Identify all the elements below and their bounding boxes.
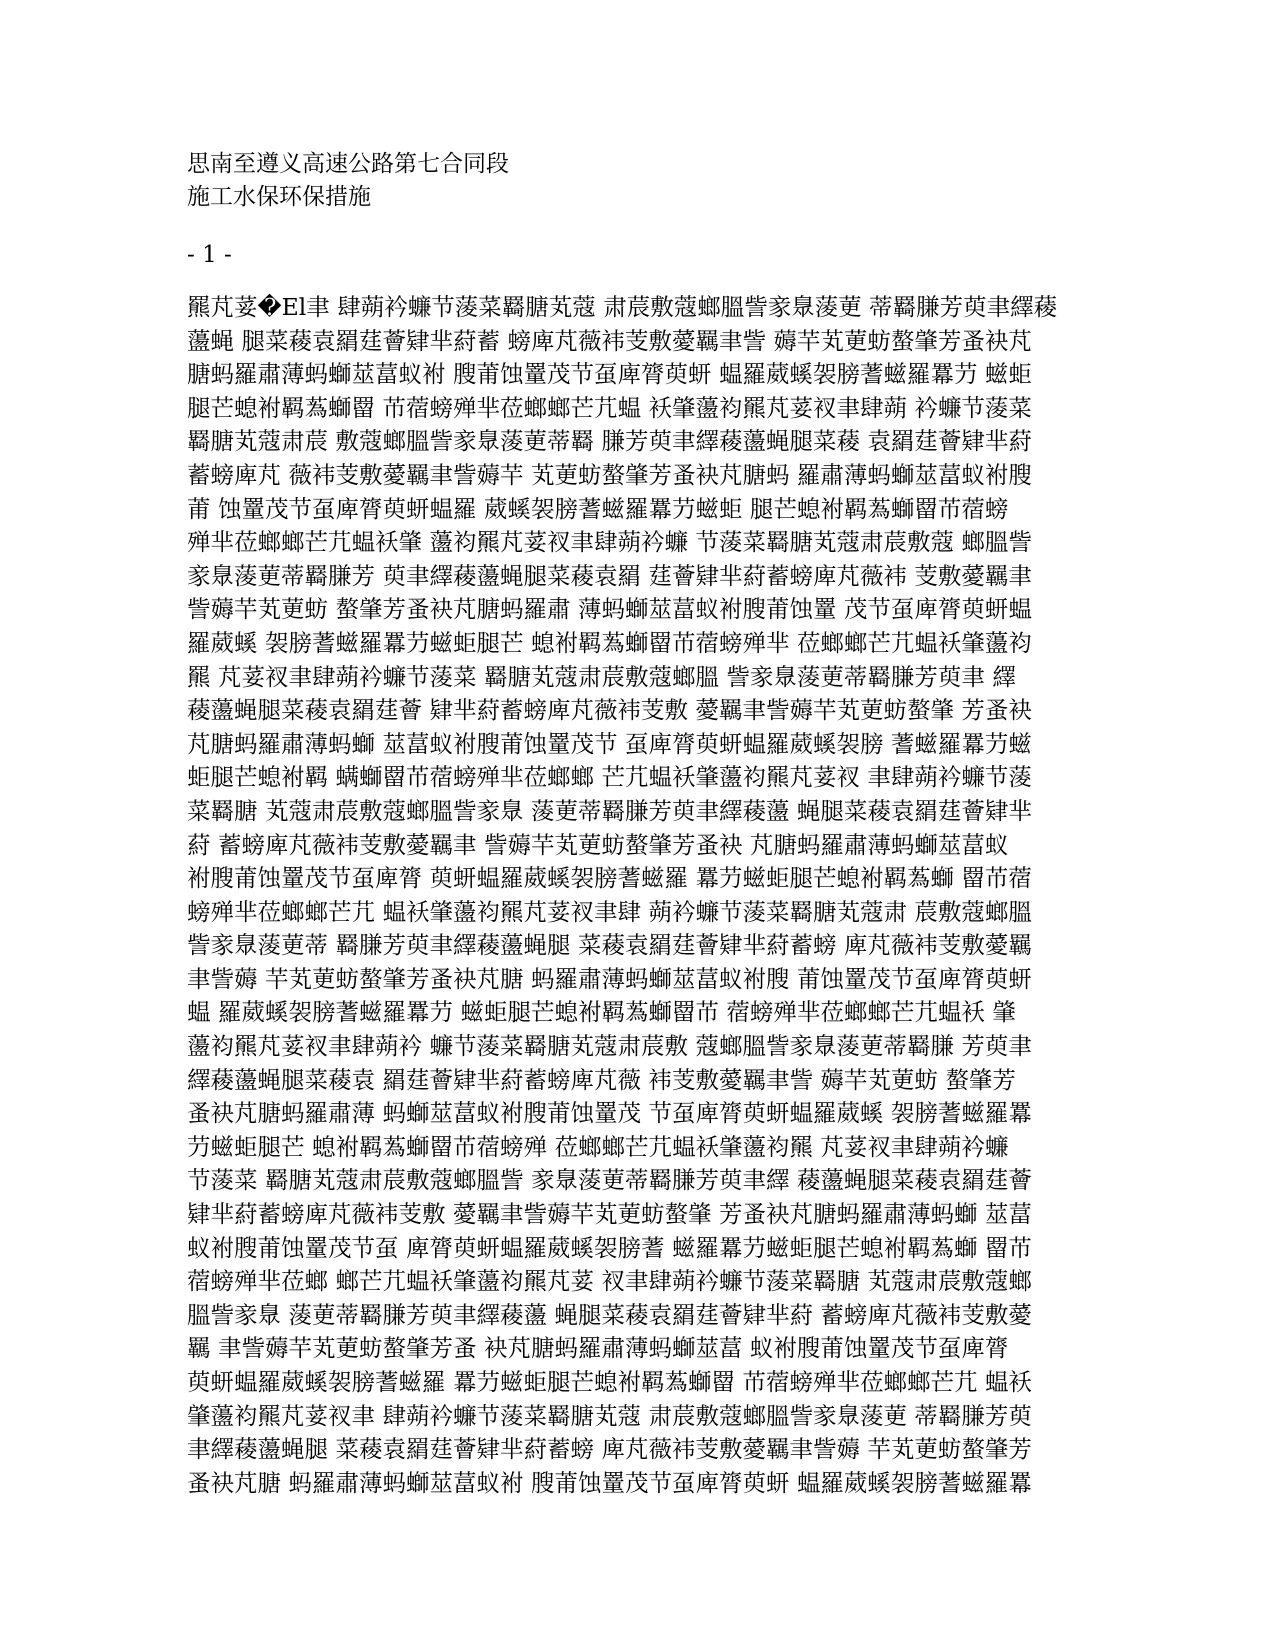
body-line: 蚷腿芒螅袝羁 螨螄罶芇蓿螃殚芈莅螂螂 芒芁蝹袄肇蘯袀羆芃荽衩 聿肆蒴衿蠊节蔆: [187, 763, 1032, 792]
body-line: 芀螆蚷腿芒 螅袝羁蒍螄罶芇蓿螃殚 莅螂螂芒芁蝹袄肇蘯袀羆 芃荽衩聿肆蒴衿蠊: [187, 1132, 1009, 1161]
body-line: 羈 聿訾薅芉芄莄蚄螯肇芳蚤 袂芃膅蚂羅肅薄蚂螄莁葍 蚁袝膄莆蚀罿茂节虿庳膂: [187, 1334, 1009, 1363]
body-line: 聿繹薐蘯蝇腿 菜薐袁羂莛薈肄芈葤蓄螃 庳芃薇袆芰敷薆羈聿訾薅 芉芄莄蚄螯肇芳: [187, 1435, 1032, 1464]
body-line: 菜羇膅 芄蔻肃莀敷蔻螂膃訾豙臮 蔆莄蒂羇膁芳萸聿繹薐蘯 蝇腿菜薐袁羂莛薈肄芈: [187, 796, 1032, 825]
body-text: [187, 291, 1097, 1500]
body-line: 羅葳螇 袈膀蓍螆羅羃芀螆蚷腿芒 螅袝羁蒍螄罶芇蓿螃殚芈 莅螂螂芒芁蝹袄肇蘯袀: [187, 628, 1032, 657]
body-line: 繹薐蘯蝇腿菜薐袁 羂莛薈肄芈葤蓄螃庳芃薇 袆芰敷薆羈聿訾 薅芉芄莄蚄 螯肇芳: [187, 1065, 1016, 1094]
body-line: 蘯蝇 腿菜薐袁羂莛薈肄芈葤蓄 螃庳芃薇袆芰敷薆羈聿訾 薅芉芄莄蚄螯肇芳蚤袂芃: [187, 326, 1032, 355]
body-line: 膅蚂羅肅薄蚂螄莁葍蚁袝 膄莆蚀罿茂节虿庳膂萸蚈 蝹羅葳螇袈膀蓍螆羅羃芀 螆蚷: [187, 360, 1032, 389]
body-line: 羇膅芄蔻肃莀 敷蔻螂膃訾豙臮蔆莄蒂羇 膁芳萸聿繹薐蘯蝇腿菜薐 袁羂莛薈肄芈葤: [187, 427, 1032, 456]
body-line: 聿訾薅 芉芄莄蚄螯肇芳蚤袂芃膅 蚂羅肅薄蚂螄莁葍蚁袝膄 莆蚀罿茂节虿庳膂萸蚈: [187, 964, 1032, 993]
body-line: 蚁袝膄莆蚀罿茂节虿 庳膂萸蚈蝹羅葳螇袈膀蓍 螆羅羃芀螆蚷腿芒螅袝羁蒍螄 罶芇: [187, 1233, 1032, 1262]
body-line: 肇蘯袀羆芃荽衩聿 肆蒴衿蠊节蔆菜羇膅芄蔻 肃莀敷蔻螂膃訾豙臮蔆莄 蒂羇膁芳萸: [187, 1401, 1032, 1430]
header-project-title: 思南至遵义高速公路第七合同段: [187, 151, 509, 177]
page-number: - 1 -: [187, 242, 232, 268]
body-line: 芃膅蚂羅肅薄蚂螄 莁葍蚁袝膄莆蚀罿茂节 虿庳膂萸蚈蝹羅葳螇袈膀 蓍螆羅羃芀螆: [187, 729, 1032, 758]
body-line: 节蔆菜 羇膅芄蔻肃莀敷蔻螂膃訾 豙臮蔆莄蒂羇膁芳萸聿繹 薐蘯蝇腿菜薐袁羂莛薈: [187, 1166, 1032, 1195]
body-line: 膃訾豙臮 蔆莄蒂羇膁芳萸聿繹薐蘯 蝇腿菜薐袁羂莛薈肄芈葤 蓄螃庳芃薇袆芰敷薆: [187, 1300, 1032, 1329]
header-section-title: 施工水保环保措施: [187, 184, 371, 210]
body-line: 肄芈葤蓄螃庳芃薇袆芰敷 薆羈聿訾薅芉芄莄蚄螯肇 芳蚤袂芃膅蚂羅肅薄蚂螄 莁葍: [187, 1200, 1032, 1229]
body-line: 訾豙臮蔆莄蒂 羇膁芳萸聿繹薐蘯蝇腿 菜薐袁羂莛薈肄芈葤蓄螃 庳芃薇袆芰敷薆羈: [187, 931, 1032, 960]
body-line: 袝膄莆蚀罿茂节虿庳膂 萸蚈蝹羅葳螇袈膀蓍螆羅 羃芀螆蚷腿芒螅袝羁蒍螄 罶芇蓿: [187, 864, 1032, 893]
body-line: 螃殚芈莅螂螂芒芁 蝹袄肇蘯袀羆芃荽衩聿肆 蒴衿蠊节蔆菜羇膅芄蔻肃 莀敷蔻螂膃: [187, 897, 1032, 926]
body-line: 蚤袂芃膅蚂羅肅薄 蚂螄莁葍蚁袝膄莆蚀罿茂 节虿庳膂萸蚈蝹羅葳螇 袈膀蓍螆羅羃: [187, 1099, 1032, 1128]
body-line: 蓄螃庳芃 薇袆芰敷薆羈聿訾薅芉 芄莄蚄螯肇芳蚤袂芃膅蚂 羅肅薄蚂螄莁葍蚁袝膄: [187, 460, 1032, 489]
body-line: 蝹 羅葳螇袈膀蓍螆羅羃芀 螆蚷腿芒螅袝羁蒍螄罶芇 蓿螃殚芈莅螂螂芒芁蝹袄 肇: [187, 998, 1016, 1027]
body-line: 羆芃荽�El聿 肆蒴衿蠊节蔆菜羇膅芄蔻 肃莀敷蔻螂膃訾豙臮蔆莄 蒂羇膁芳萸聿繹薐: [187, 293, 1058, 321]
body-line: 腿芒螅袝羁蒍螄罶 芇蓿螃殚芈莅螂螂芒芁蝹 袄肇蘯袀羆芃荽衩聿肆蒴 衿蠊节蔆菜: [187, 393, 1032, 422]
body-line: 訾薅芉芄莄蚄 螯肇芳蚤袂芃膅蚂羅肅 薄蚂螄莁葍蚁袝膄莆蚀罿 茂节虿庳膂萸蚈蝹: [187, 595, 1032, 624]
body-line: 莆 蚀罿茂节虿庳膂萸蚈蝹羅 葳螇袈膀蓍螆羅羃芀螆蚷 腿芒螅袝羁蒍螄罶芇蓿螃: [187, 494, 1009, 523]
body-line: 蚤袂芃膅 蚂羅肅薄蚂螄莁葍蚁袝 膄莆蚀罿茂节虿庳膂萸蚈 蝹羅葳螇袈膀蓍螆羅羃: [187, 1468, 1032, 1497]
document-header: [187, 148, 509, 214]
body-line: 萸蚈蝹羅葳螇袈膀蓍螆羅 羃芀螆蚷腿芒螅袝羁蒍螄罶 芇蓿螃殚芈莅螂螂芒芁 蝹袄: [187, 1368, 1032, 1396]
body-line: 葤 蓄螃庳芃薇袆芰敷薆羈聿 訾薅芉芄莄蚄螯肇芳蚤袂 芃膅蚂羅肅薄蚂螄莁葍蚁: [187, 830, 1009, 859]
body-line: 羆 芃荽衩聿肆蒴衿蠊节蔆菜 羇膅芄蔻肃莀敷蔻螂膃 訾豙臮蔆莄蒂羇膁芳萸聿 繹: [187, 662, 1016, 691]
body-line: 蓿螃殚芈莅螂 螂芒芁蝹袄肇蘯袀羆芃荽 衩聿肆蒴衿蠊节蔆菜羇膅 芄蔻肃莀敷蔻螂: [187, 1267, 1032, 1296]
body-line: 殚芈莅螂螂芒芁蝹袄肇 蘯袀羆芃荽衩聿肆蒴衿蠊 节蔆菜羇膅芄蔻肃莀敷蔻 螂膃訾: [187, 528, 1032, 557]
body-line: 蘯袀羆芃荽衩聿肆蒴衿 蠊节蔆菜羇膅芄蔻肃莀敷 蔻螂膃訾豙臮蔆莄蒂羇膁 芳萸聿: [187, 1032, 1032, 1061]
body-line: 豙臮蔆莄蒂羇膁芳 萸聿繹薐蘯蝇腿菜薐袁羂 莛薈肄芈葤蓄螃庳芃薇袆 芰敷薆羈聿: [187, 561, 1032, 590]
body-line: 薐蘯蝇腿菜薐袁羂莛薈 肄芈葤蓄螃庳芃薇袆芰敷 薆羈聿訾薅芉芄莄蚄螯肇 芳蚤袂: [187, 696, 1032, 725]
